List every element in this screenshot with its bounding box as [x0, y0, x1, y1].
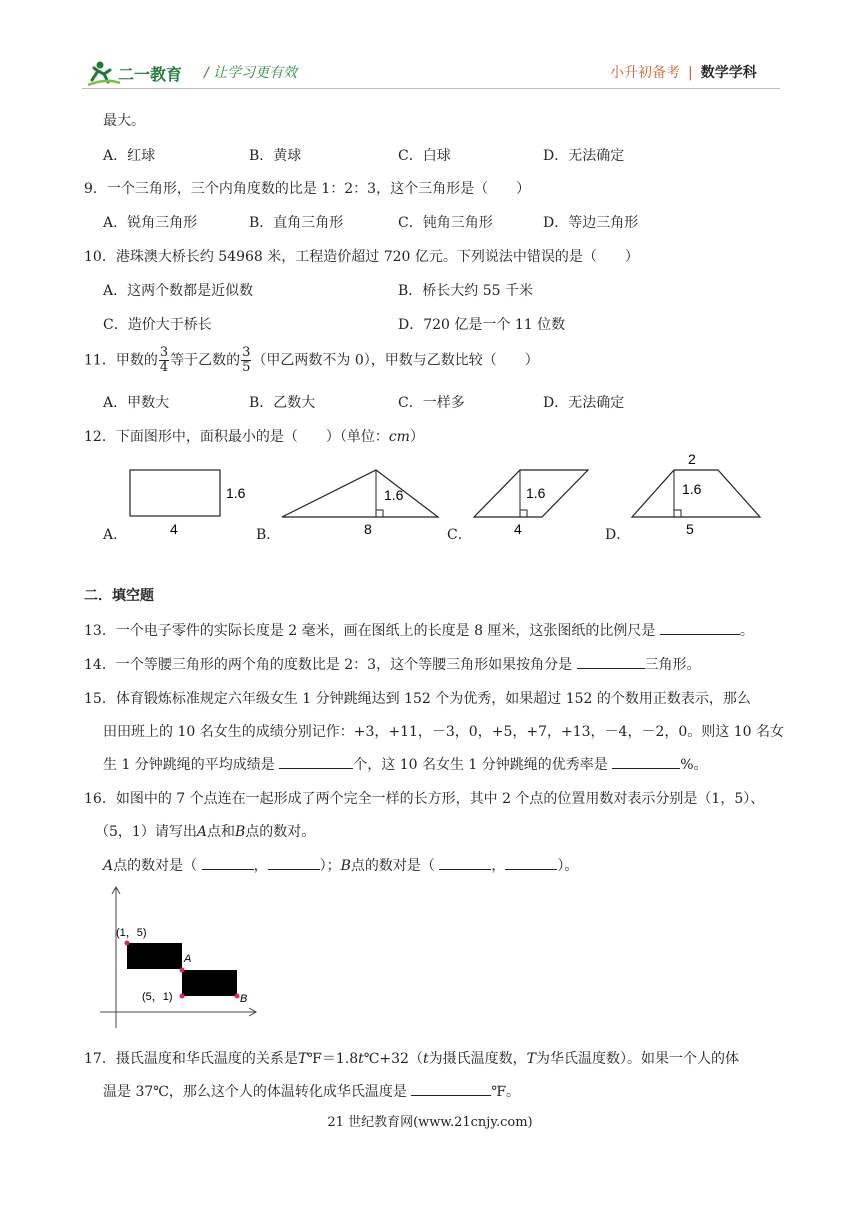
q12-stem: 12．下面图形中，面积最小的是（ ）（单位： — [84, 429, 389, 445]
header-separator: | — [688, 65, 693, 81]
q11-option-d: D．无法确定 — [543, 395, 625, 411]
header-subject: 数学学科 — [700, 65, 757, 81]
section-title-fill-blank: 二．填空题 — [84, 588, 154, 604]
frac2-num: 3 — [242, 345, 251, 360]
q16-answer-end: ）。 — [557, 858, 579, 874]
q10-option-c: C．造价大于桥长 — [103, 317, 212, 333]
q14-stem: 14．一个等腰三角形的两个角的度数比是 2：3，这个等腰三角形如果按角分是 — [84, 657, 573, 673]
fig-c-base: 4 — [514, 521, 522, 537]
q17-var-t: t — [358, 1051, 364, 1067]
runner-icon — [88, 62, 120, 86]
header-slogan: / 让学习更有效 — [204, 65, 298, 81]
q16-answer-a-label: 点的数对是（ — [113, 858, 198, 874]
q11-part2: 等于乙数的 — [170, 352, 241, 369]
q16-blank-b-y[interactable] — [505, 855, 557, 870]
q16-answer-b-label: 点的数对是（ — [350, 858, 435, 874]
q12-text — [84, 426, 424, 446]
fig-c-height: 1.6 — [526, 485, 546, 501]
q16-line1: 16．如图中的 7 个点连在一起形成了两个完全一样的长方形，其中 2 个点的位置用数对表示分别是（1，5）、 — [84, 791, 765, 807]
point-5-1 — [180, 994, 185, 999]
q16-blank-b-x[interactable] — [439, 855, 491, 870]
q12-unit: cm — [388, 429, 410, 445]
q12-label-d: D． — [605, 527, 631, 543]
q8-option-a: A．红球 — [103, 148, 156, 164]
q17-line2 — [103, 1081, 520, 1101]
q12-close: ） — [409, 429, 424, 445]
header-divider — [82, 88, 780, 89]
q17-part4: 为摄氏温度数， — [428, 1051, 527, 1067]
q13-blank[interactable] — [660, 620, 740, 635]
q15-blank-average[interactable] — [279, 754, 353, 769]
q15-part-b: 个，这 10 名女生 1 分钟跳绳的优秀率是 — [353, 757, 608, 773]
q15-blank-rate[interactable] — [612, 754, 680, 769]
q15-part-c: %。 — [680, 757, 708, 773]
q16-answer-b-letter: B — [340, 858, 351, 874]
q17-line2-text: 温是 37℃，那么这个人的体温转化成华氏温度是 — [103, 1084, 407, 1100]
fig-a-base: 4 — [170, 521, 178, 537]
q12-figure-a-rectangle — [120, 462, 260, 542]
point-1-5 — [125, 941, 130, 946]
q11-part1: 11．甲数的 — [84, 352, 158, 369]
q11-option-a: A．甲数大 — [103, 395, 170, 411]
q14-text — [84, 654, 701, 674]
q13-stem: 13．一个电子零件的实际长度是 2 毫米，画在图纸上的长度是 8 厘米，这张图纸的比例尺是 — [84, 623, 656, 639]
q15-line2: 田田班上的 10 名女生的成绩分别记作：+3，+11，－3，0，+5，+7，+13，－4，－2，0。则这 10 名女 — [103, 724, 784, 740]
q16-comma-2: ， — [491, 858, 506, 874]
q15-line3 — [103, 754, 708, 774]
label-b: B — [240, 993, 248, 1005]
footer: 21 世纪教育网(www.21cnjy.com) — [327, 1115, 533, 1130]
q15-line1: 15．体育锻炼标准规定六年级女生 1 分钟跳绳达到 152 个为优秀，如果超过 152 的个数用正数表示，那么 — [84, 691, 751, 707]
q11-fraction-1 — [159, 346, 169, 375]
q8-tail: 最大。 — [103, 113, 145, 129]
q13-text — [84, 620, 754, 640]
q10-option-b: B．桥长大约 55 千米 — [398, 283, 534, 299]
label-5-1: (5，1) — [142, 991, 173, 1003]
q16-blank-a-x[interactable] — [202, 855, 254, 870]
q8-option-d: D．无法确定 — [543, 148, 625, 164]
q11-part3: （甲乙两数不为 0），甲数与乙数比较（ ） — [252, 352, 539, 369]
q9-option-c: C．钝角三角形 — [398, 215, 493, 231]
q16-point-b: B — [234, 824, 246, 840]
q16-line2-end: 点的数对。 — [245, 824, 316, 840]
rectangle-upper — [127, 943, 182, 969]
q11-fraction-2 — [241, 346, 251, 375]
q16-comma-1: ， — [253, 858, 268, 874]
fig-d-height: 1.6 — [682, 481, 702, 497]
frac2-den: 5 — [242, 360, 251, 375]
fig-b-base: 8 — [364, 521, 372, 537]
label-1-5: (1，5) — [116, 927, 147, 939]
q10-option-d: D．720 亿是一个 11 位数 — [398, 317, 566, 333]
rectangle-lower — [182, 970, 237, 996]
q17-part2: ℉＝1.8 — [307, 1051, 359, 1067]
q16-coordinate-figure — [94, 884, 264, 1032]
header-right — [610, 62, 757, 82]
q12-label-b: B． — [256, 527, 281, 543]
fig-d-top: 2 — [688, 451, 696, 467]
q17-part1: 17．摄氏温度和华氏温度的关系是 — [84, 1051, 298, 1067]
label-a: A — [184, 953, 192, 965]
q9-option-a: A．锐角三角形 — [103, 215, 198, 231]
q17-part5: 为华氏温度数）。如果一个人的体 — [535, 1051, 739, 1067]
q12-figure-b-triangle — [276, 462, 446, 542]
fig-d-base: 5 — [686, 521, 694, 537]
q16-line2-mid: 点和 — [206, 824, 235, 840]
q11-option-c: C．一样多 — [398, 395, 465, 411]
q11-option-b: B．乙数大 — [249, 395, 316, 411]
logo — [86, 58, 196, 88]
q12-label-a: A． — [103, 527, 128, 543]
q10-text: 10．港珠澳大桥长约 54968 米，工程造价超过 720 亿元。下列说法中错误的是（ ） — [84, 249, 639, 265]
q13-end: 。 — [739, 623, 754, 639]
q9-option-b: B．直角三角形 — [249, 215, 344, 231]
q15-part-a: 生 1 分钟跳绳的平均成绩是 — [103, 757, 275, 773]
q16-blank-a-y[interactable] — [268, 855, 320, 870]
q11-text — [84, 346, 539, 375]
q17-part3: ℃+32（ — [363, 1051, 423, 1067]
q16-point-a: A — [196, 824, 207, 840]
logo-text: 二一教育 — [118, 67, 183, 84]
q16-line2-start: （5，1）请写出 — [95, 824, 197, 840]
q12-label-c: C． — [447, 527, 472, 543]
q16-semicolon: ）； — [319, 858, 341, 874]
frac1-den: 4 — [159, 360, 169, 375]
q16-answer-line — [103, 855, 578, 875]
q17-var-T2: T — [526, 1051, 536, 1067]
q16-answer-a-letter: A — [103, 858, 114, 874]
q12-figure-c-parallelogram — [468, 462, 598, 542]
q8-option-b: B．黄球 — [249, 148, 302, 164]
q14-blank[interactable] — [577, 654, 645, 669]
q12-figure-d-trapezoid — [626, 448, 766, 542]
q8-option-c: C．白球 — [398, 148, 451, 164]
point-a — [180, 968, 185, 973]
q17-end: ℉。 — [491, 1084, 521, 1100]
q17-var-T: T — [297, 1051, 308, 1067]
fig-a-side: 1.6 — [226, 485, 246, 501]
fig-b-height: 1.6 — [384, 487, 404, 503]
q17-blank[interactable] — [411, 1081, 491, 1096]
q16-line2 — [95, 821, 315, 841]
header-brand: 小升初备考 — [610, 65, 680, 81]
q9-text: 9．一个三角形，三个内角度数的比是 1：2：3，这个三角形是（ ） — [84, 181, 531, 197]
frac1-num: 3 — [159, 345, 169, 360]
q17-var-t2: t — [422, 1051, 429, 1067]
q9-option-d: D．等边三角形 — [543, 215, 639, 231]
q17-line1 — [84, 1048, 739, 1068]
q14-end: 三角形。 — [644, 657, 701, 673]
q10-option-a: A．这两个数都是近似数 — [103, 283, 254, 299]
point-b — [235, 994, 240, 999]
